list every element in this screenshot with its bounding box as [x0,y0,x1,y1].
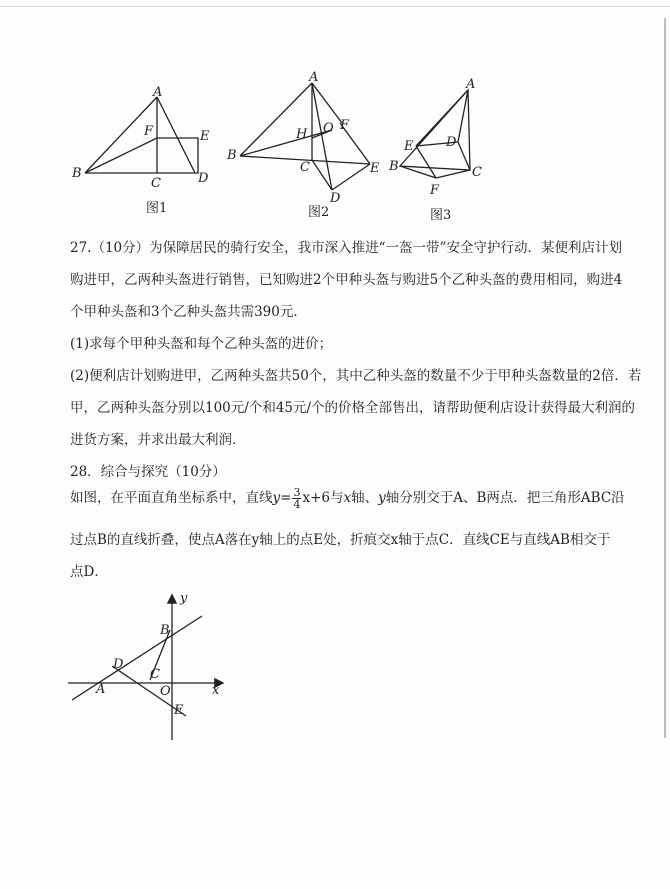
fig3-label-c: C [472,165,482,180]
fig1-label-c: C [151,176,161,191]
graph-label-d: D [113,657,124,672]
q27-line-2: 购进甲，乙两种头盔进行销售，已知购进2个甲种头盔与购进5个乙种头盔的费用相同，购进4 [70,272,623,288]
fig2-label-e: E [370,161,380,176]
q28-line-1 [70,486,662,510]
graph-label-x: x [212,683,220,698]
fig3-segment-ef [416,146,436,178]
q27-line-3: 个甲种头盔和3个乙种头盔共需390元． [70,304,307,320]
graph-label-a: A [96,682,106,697]
q28-line-2: 过点B的直线折叠，使点A落在y轴上的点E处，折痕交x轴于点C．直线CE与直线AB相交于 [70,532,611,548]
page-right-edge [664,18,666,738]
q28-l1-equals: = [280,490,292,506]
q27-part-2-line-3: 进货方案，并求出最大利润． [70,432,246,448]
figure-2 [222,68,387,223]
fig2-label-h: H [296,127,308,142]
fig1-segment-ad [157,97,195,173]
fig2-label-c: C [300,160,310,175]
fig3-label-a: A [466,78,476,92]
fig2-segment-bo [240,130,332,156]
q28-fraction-denominator: 4 [293,498,301,511]
fig3-caption: 图3 [430,208,452,223]
q28-l1-text-e: 轴分别交于 [385,490,454,506]
fig1-caption: 图1 [146,201,168,216]
fig2-label-o: O [323,121,334,136]
fig3-label-e: E [404,139,414,154]
q28-fraction-numerator: 3 [293,486,301,499]
q28-l1-text-b: x+6 [302,490,330,506]
fig3-label-b: B [389,159,399,174]
q28-fraction [292,487,301,510]
fig1-label-f: F [144,124,154,139]
fig2-segment-ed [332,164,370,190]
q28-l1-text-d: 轴、 [351,490,379,506]
q28-l1-text-c: 与 [329,490,344,506]
q28-l1-var-y2: y [378,490,386,506]
fig2-segment-af [312,83,342,123]
fig3-segment-ad [458,90,468,142]
fig3-segment-fc [436,170,470,178]
graph-label-b: B [160,623,170,638]
fig2-segment-ba [240,83,312,156]
fig2-caption: 图2 [308,205,330,220]
fig3-label-f: F [430,183,440,198]
fig1-label-e: E [200,129,210,144]
q28-l1-var-x: x [343,490,352,506]
graph-label-e: E [174,703,184,718]
page-top-edge [0,6,670,7]
fig2-label-f: F [340,118,350,133]
figure-3 [388,78,498,228]
fig2-label-d: D [330,191,341,206]
q28-heading: 28．综合与探究（10分） [70,464,226,480]
fig3-segment-ae [416,90,468,146]
figure-1 [60,85,220,220]
fig1-segment-bf [85,138,157,173]
fig3-triangle-abc [400,90,470,170]
q27-part-2-line-1: (2)便利店计划购进甲，乙两种头盔共50个，其中乙种头盔的数量不少于甲种头盔数量的2倍．若 [70,368,642,384]
q27-part-1: (1)求每个甲种头盔和每个乙种头盔的进价； [70,336,333,352]
fig1-label-d: D [198,171,209,186]
q28-line-3: 点D． [70,564,108,580]
fig1-label-a: A [153,85,163,100]
fig3-segment-dc [458,142,470,170]
graph-label-o: O [160,684,171,699]
line-ab [72,616,202,700]
q27-part-2-line-2: 甲，乙两种头盔分别以100元/个和45元/个的价格全部售出，请帮助便利店设计获得最大利润的 [70,400,636,416]
fig3-label-d: D [446,135,457,150]
fig2-label-a: A [309,70,319,85]
q28-l1-var-y: y [272,490,281,506]
graph-label-y: y [180,591,188,606]
q27-line-1: 27.（10分）为保障居民的骑行安全，我市深入推进“一盔一带”安全守护行动．某便利店计划 [70,240,622,256]
graph-label-c: C [150,667,160,682]
q28-coordinate-graph [60,588,235,748]
q28-l1-text-a: 如图，在平面直角坐标系中，直线 [70,490,273,506]
fig1-label-b: B [72,166,82,181]
fig2-label-b: B [227,148,237,163]
q28-l1-text-f: A、B两点．把三角形ABC沿 [453,490,625,506]
